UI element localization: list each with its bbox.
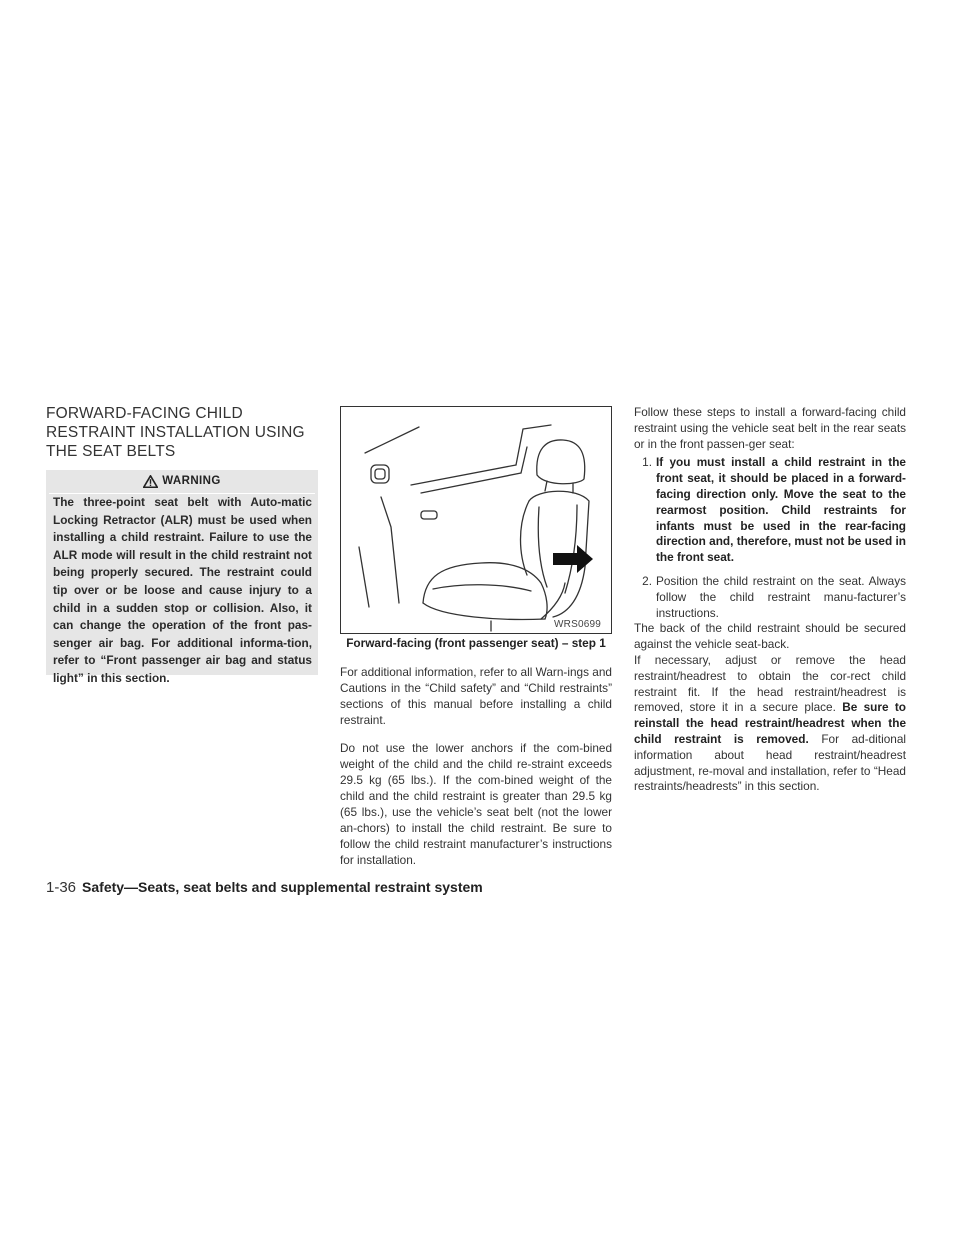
step-text: Position the child restraint on the seat. Always follow the child restraint manu-facturer’s instructions.	[656, 573, 906, 620]
page-footer	[46, 879, 646, 897]
step-number: 2.	[642, 573, 652, 588]
detail-emphasis: Be sure to reinstall the head restraint/headrest when the child restraint is removed.	[634, 700, 906, 746]
seat-illustration	[340, 406, 612, 634]
chapter-title: Safety—Seats, seat belts and supplemental restraint system	[82, 879, 483, 895]
detail-text: If necessary, adjust or remove the head restraint/headrest to obtain the cor-rect child restraint fit. If the head restraint/headrest is removed, store it in a secure place.	[634, 652, 906, 715]
column-3-text	[634, 405, 906, 795]
warning-heading	[46, 470, 318, 492]
step-2-detail	[634, 653, 906, 795]
warning-text: The three-point seat belt with Auto-matic Locking Retractor (ALR) must be used when installing a child restraint. Failure to use the ALR mode will result in the child restraint not being properly secured. The restraint could tip over or be loose and cause injury to a child in a sudden stop or collision. Also, it can change the operation of the front pas-senger air bag. For additional informa-tion, refer to “Front passenger air bag and status light” in this section.	[53, 495, 312, 685]
page-number: 1-36	[46, 879, 77, 896]
column-2-text	[340, 664, 612, 880]
step-1	[634, 455, 906, 566]
step-number: 1.	[642, 455, 652, 470]
step-2-note: The back of the child restraint should be secured against the vehicle seat-back.	[634, 621, 906, 652]
paragraph: For additional information, refer to all Warn-ings and Cautions in the “Child safety” and “Child restraints” sections of this manual before installing a child restraint.	[340, 665, 612, 727]
paragraph: Do not use the lower anchors if the com-bined weight of the child and the child re-straint exceeds 29.5 kg (65 lbs.). If the com-bined weight of the child and the child restraint is greater than 29.5 kg (65 lbs.), use the vehicle’s seat belt (not the lower an-chors) to install the child restraint. Be sure to follow the child restraint manufacturer’s instructions for installation.	[340, 741, 612, 867]
step-text: If you must install a child restraint in the front seat, it should be placed in a forward-facing direction only. Move the seat to the rearmost position. Child restraints for infants must be used in the rear-facing direction and, therefore, must not be used in the front seat.	[656, 455, 906, 565]
intro-paragraph: Follow these steps to install a forward-facing child restraint using the vehicle seat belt in the rear seats or in the front passen-ger seat:	[634, 405, 906, 451]
warning-box	[46, 470, 318, 685]
figure-caption: Forward-facing (front passenger seat) – step 1	[346, 636, 606, 650]
detail-text: For ad-ditional information about head restraint/headrest adjustment, re-moval and installation, refer to “Head restraints/headrests” in this section.	[634, 731, 907, 794]
warning-triangle-icon	[143, 475, 158, 488]
warning-heading-label: WARNING	[162, 475, 221, 487]
step-2	[634, 574, 906, 621]
section-title: FORWARD-FACING CHILD RESTRAINT INSTALLATION USING THE SEAT BELTS	[46, 405, 305, 460]
seat-drawing	[341, 407, 611, 633]
figure-code: WRS0699	[554, 619, 601, 630]
